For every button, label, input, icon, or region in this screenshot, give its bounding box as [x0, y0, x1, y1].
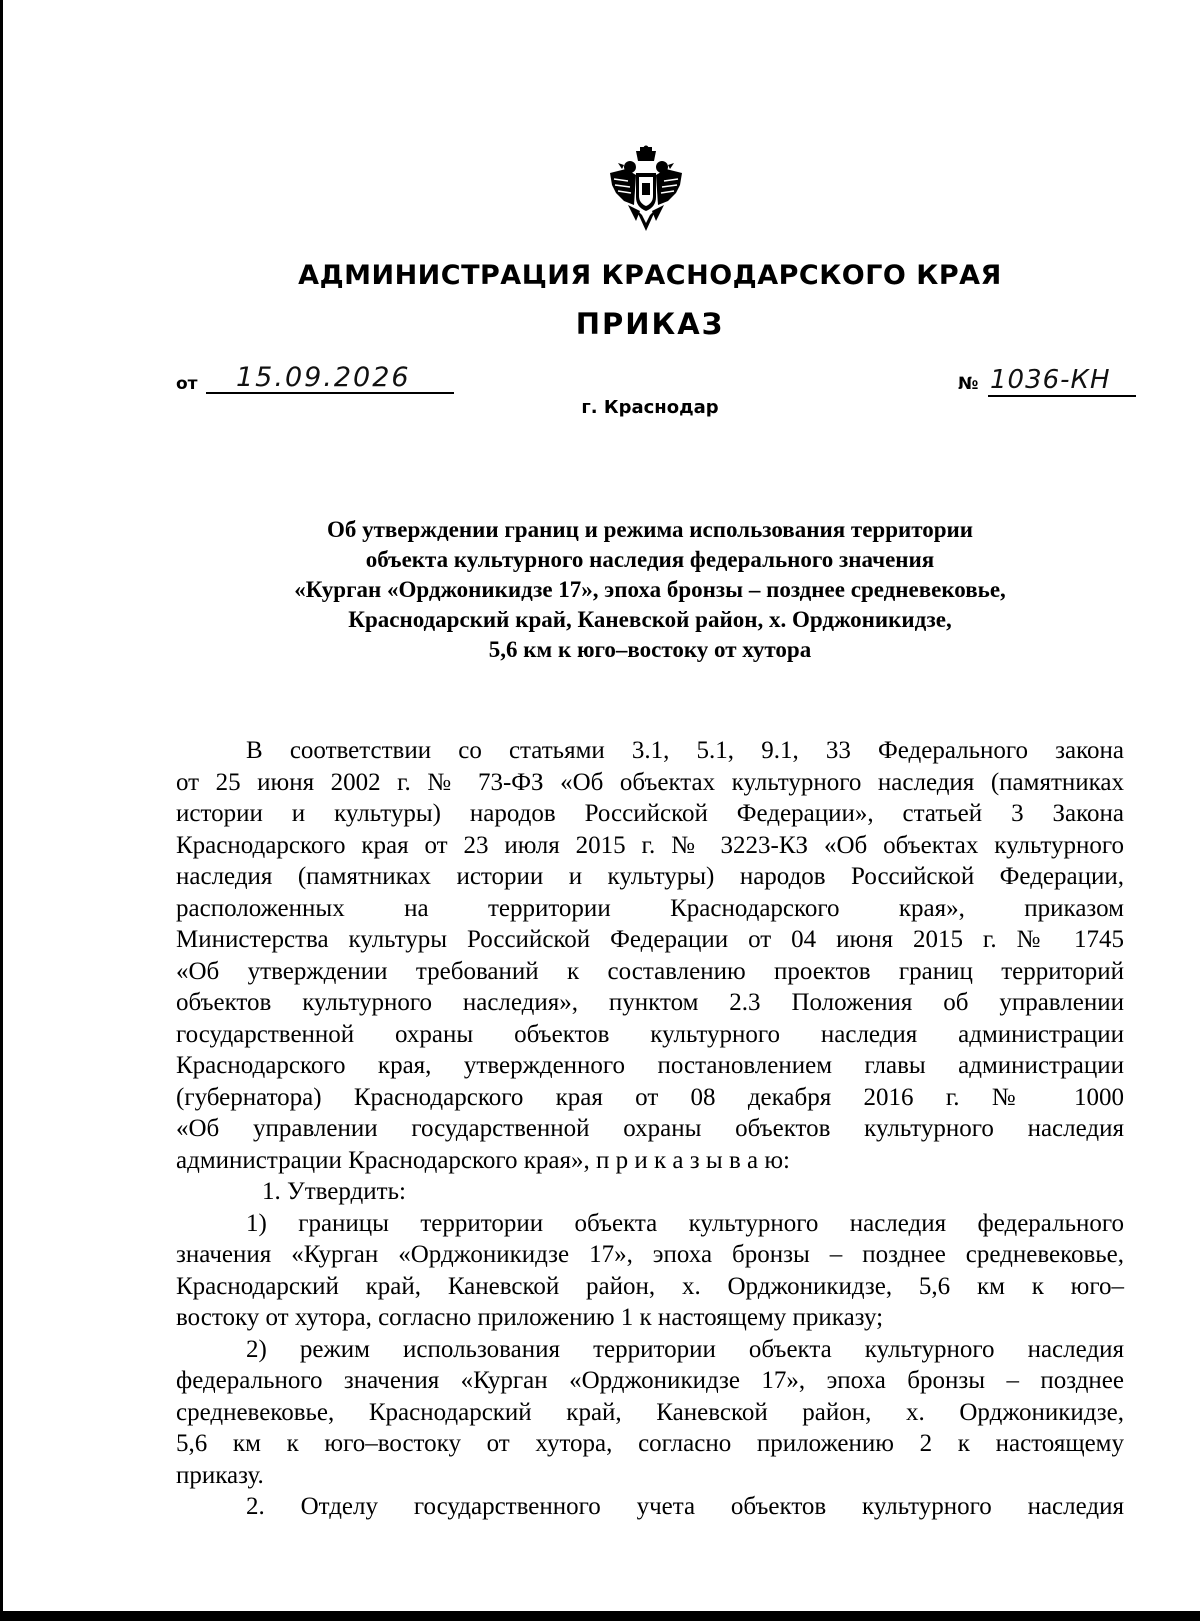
item-1: 1. Утвердить:	[262, 1178, 406, 1205]
date-label: от	[176, 374, 198, 394]
body-line: Краснодарского края, утвержденного постановлением главы администрации	[176, 1052, 1124, 1079]
body-line: объектов культурного наследия», пунктом 2.3 Положения об управлении	[176, 989, 1124, 1016]
scan-edge	[0, 0, 3, 1621]
body-line: Краснодарского края от 23 июля 2015 г. № 3223-КЗ «Об объектах культурного	[176, 831, 1124, 859]
title-line: Краснодарский край, Каневской район, х. Орджоникидзе,	[348, 607, 952, 632]
body-line: В соответствии со статьями 3.1, 5.1, 9.1, 33 Федерального закона	[246, 737, 1124, 764]
item-1-1-line: Краснодарский край, Каневской район, х. Орджоникидзе, 5,6 км к юго–	[176, 1272, 1124, 1300]
item-1-1-line: значения «Курган «Орджоникидзе 17», эпоха бронзы – позднее средневековье,	[176, 1241, 1124, 1268]
item-1-2-line: 5,6 км к юго–востоку от хутора, согласно приложению 2 к настоящему	[176, 1430, 1124, 1457]
body-line: истории и культуры) народов Российской Федерации», статьей 3 Закона	[176, 800, 1124, 827]
number-label: №	[958, 374, 979, 394]
coat-of-arms-icon	[606, 145, 686, 235]
body-line: государственной охраны объектов культурного наследия администрации	[176, 1020, 1124, 1048]
city: г. Краснодар	[581, 397, 719, 418]
date-handwritten: 15.09.2026	[236, 362, 411, 393]
body-line: (губернатора) Краснодарского края от 08 декабря 2016 г. № 1000	[176, 1083, 1124, 1111]
body-line: «Об утверждении требований к составлению проектов границ территорий	[176, 957, 1124, 985]
title-line: Об утверждении границ и режима использования территории	[326, 517, 974, 542]
body-line: администрации Краснодарского края», п р и к а з ы в а ю:	[176, 1146, 790, 1174]
title-line: «Курган «Орджоникидзе 17», эпоха бронзы – позднее средневековье,	[294, 577, 1006, 602]
item-1-1-line: 1) границы территории объекта культурного наследия федерального	[246, 1209, 1124, 1237]
item-1-1-line: востоку от хутора, согласно приложению 1 к настоящему приказу;	[176, 1304, 884, 1331]
body-line: расположенных на территории Краснодарского края», приказом	[176, 894, 1124, 922]
item-1-2-line: федерального значения «Курган «Орджоникидзе 17», эпоха бронзы – позднее	[176, 1367, 1124, 1394]
item-2-line: 2. Отделу государственного учета объектов культурного наследия	[246, 1493, 1124, 1520]
body-line: Министерства культуры Российской Федерации от 04 июня 2015 г. № 1745	[176, 926, 1124, 953]
document-body	[176, 735, 1124, 1523]
body-line: от 25 июня 2002 г. № 73-ФЗ «Об объектах культурного наследия (памятниках	[176, 768, 1124, 796]
item-1-2-line: 2) режим использования территории объекта культурного наследия	[246, 1335, 1124, 1363]
organization-name: АДМИНИСТРАЦИЯ КРАСНОДАРСКОГО КРАЯ	[298, 260, 1002, 291]
body-line: наследия (памятниках истории и культуры) народов Российской Федерации,	[176, 863, 1124, 890]
title-line: объекта культурного наследия федерального значения	[365, 547, 935, 572]
scan-bottom-edge	[0, 1611, 1200, 1621]
document-title	[150, 515, 1150, 665]
item-1-2-line: приказу.	[176, 1461, 264, 1489]
title-line: 5,6 км к юго–востоку от хутора	[488, 637, 812, 662]
document-type: ПРИКАЗ	[575, 307, 725, 341]
number-handwritten: 1036-КН	[990, 365, 1111, 395]
body-line: «Об управлении государственной охраны объектов культурного наследия	[176, 1115, 1124, 1142]
item-1-2-line: средневековье, Краснодарский край, Каневской район, х. Орджоникидзе,	[176, 1398, 1124, 1426]
